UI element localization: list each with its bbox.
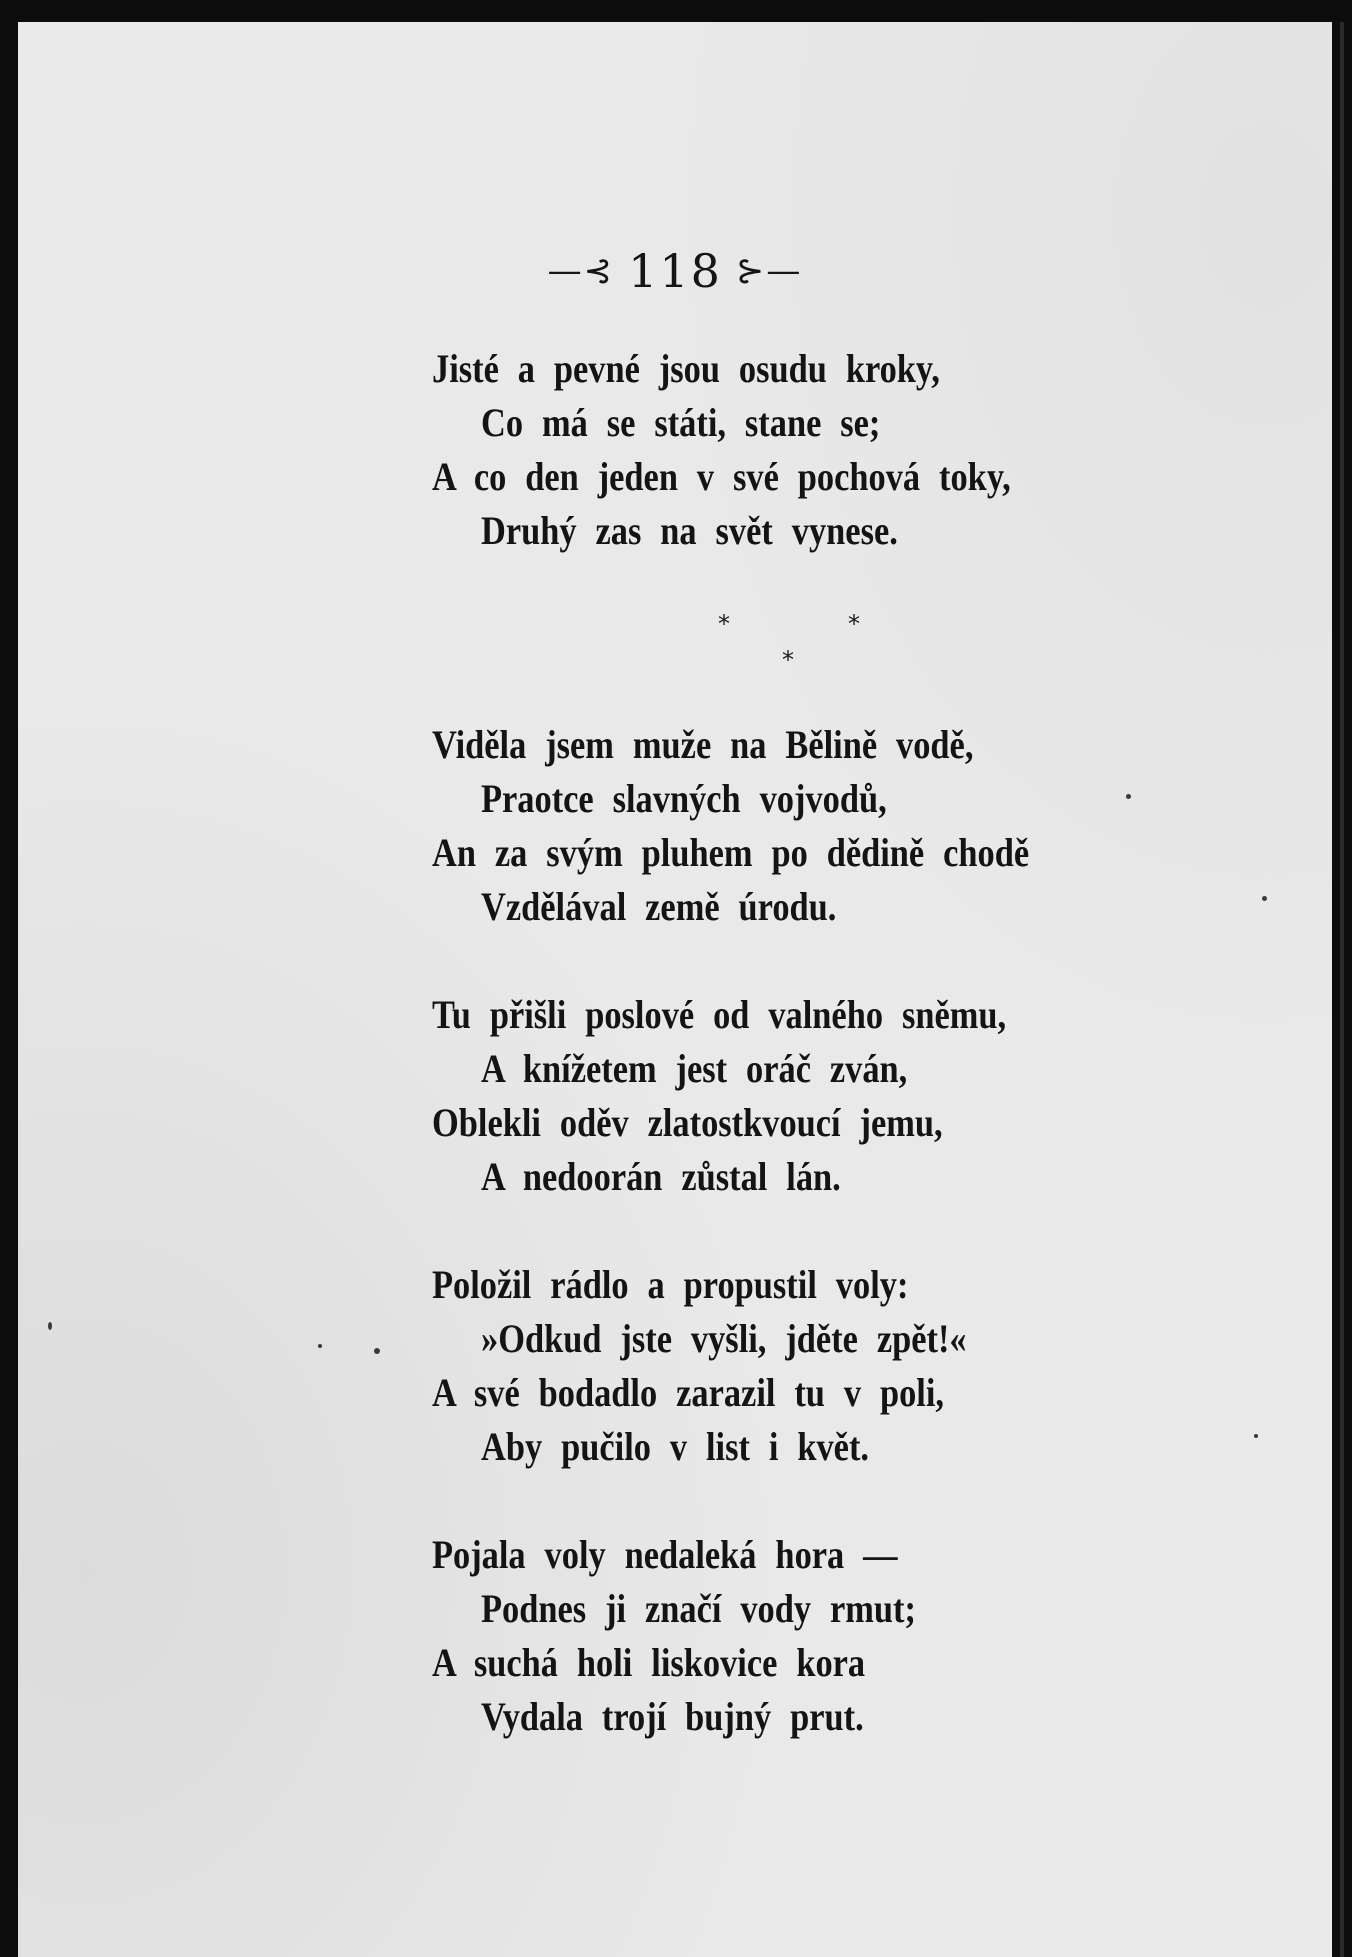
stanza — [432, 342, 1011, 558]
poem-line: A nedoorán zůstal lán. — [481, 1154, 841, 1199]
scan-speck — [1254, 1434, 1258, 1438]
scan-speck — [318, 1344, 322, 1348]
poem-line: Podnes ji značí vody rmut; — [481, 1586, 916, 1631]
poem-line: Aby pučilo v list i květ. — [481, 1424, 870, 1469]
poem-line: A suchá holi liskovice kora — [432, 1640, 866, 1685]
stanza — [432, 988, 1006, 1204]
poem-line: Oblekli oděv zlatostkvoucí jemu, — [432, 1100, 943, 1145]
page-number: 118 — [628, 244, 722, 298]
poem-line: A co den jeden v své pochová toky, — [432, 454, 1011, 499]
poem-line: Tu přišli poslové od valného sněmu, — [432, 992, 1007, 1037]
ornament-right-icon: ⊱— — [735, 251, 803, 291]
separator-star: * — [848, 610, 860, 638]
stanza — [432, 1528, 916, 1744]
poem-line: Pojala voly nedaleká hora — — [432, 1532, 898, 1577]
page-edge — [1340, 22, 1344, 1957]
poem-line: Viděla jsem muže na Bělině vodě, — [432, 722, 974, 767]
poem-line: Vydala trojí bujný prut. — [481, 1694, 864, 1739]
book-page — [18, 22, 1332, 1957]
ornament-left-icon: —⊰ — [547, 251, 615, 291]
scan-speck — [48, 1322, 52, 1330]
separator-star: * — [718, 610, 730, 638]
poem-line: An za svým pluhem po dědině chodě — [432, 830, 1030, 875]
scan-speck — [1126, 794, 1131, 799]
poem-line: Položil rádlo a propustil voly: — [432, 1262, 909, 1307]
scan-speck — [374, 1348, 380, 1354]
page-number-header — [18, 244, 1332, 298]
poem-line: Praotce slavných vojvodů, — [481, 776, 887, 821]
stanza — [432, 1258, 967, 1474]
poem-line: Co má se státi, stane se; — [481, 400, 881, 445]
stanza — [432, 718, 1029, 934]
separator-star: * — [782, 646, 794, 674]
poem-line: Jisté a pevné jsou osudu kroky, — [432, 346, 940, 391]
poem-line: A knížetem jest oráč zván, — [481, 1046, 908, 1091]
poem-line: »Odkud jste vyšli, jděte zpět!« — [481, 1316, 967, 1361]
poem-line: Druhý zas na svět vynese. — [481, 508, 898, 553]
poem-line: A své bodadlo zarazil tu v poli, — [432, 1370, 945, 1415]
scan-speck — [1262, 896, 1267, 901]
stanza-separator — [18, 612, 1332, 672]
poem-line: Vzdělával země úrodu. — [481, 884, 837, 929]
